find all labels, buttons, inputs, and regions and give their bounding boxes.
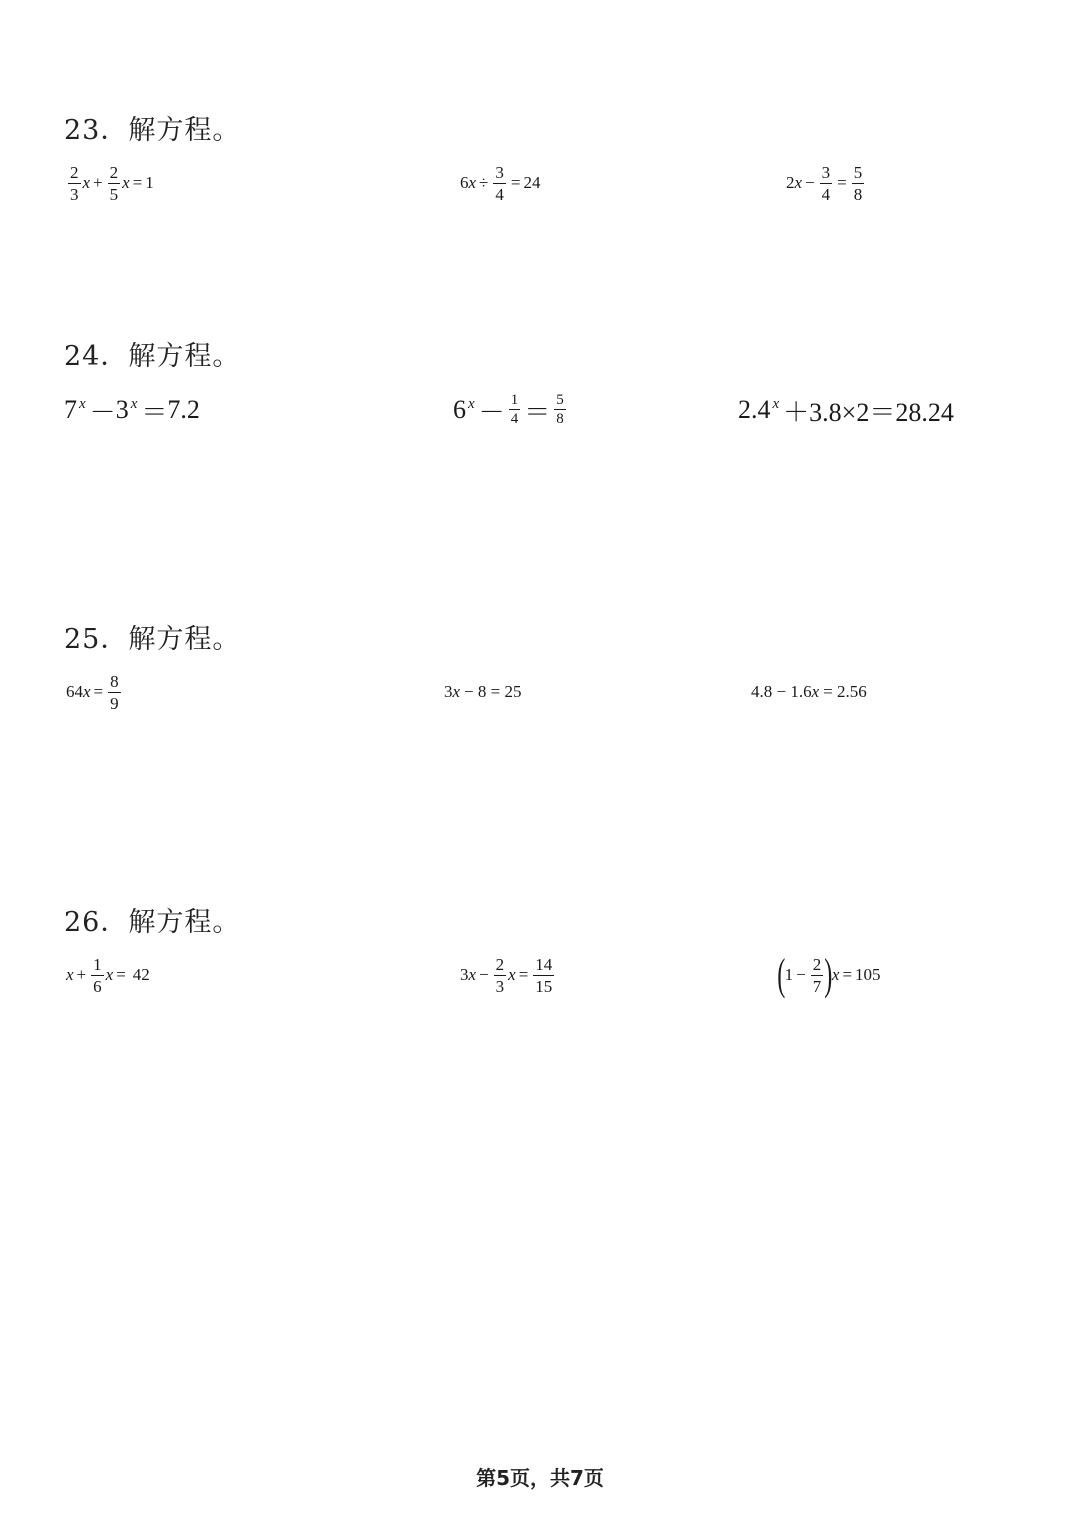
- fraction: $\frac{2}{3}$: [70, 162, 79, 204]
- variable: x: [105, 965, 114, 984]
- fraction: $\frac{3}{4}$: [821, 162, 831, 204]
- equals-sign: ＝: [141, 397, 168, 427]
- fraction: $\frac{14}{15}$: [535, 954, 553, 996]
- variable: x: [468, 395, 475, 412]
- equals-sign: =: [842, 965, 853, 984]
- variable: x: [79, 395, 86, 412]
- variable: x: [83, 682, 91, 701]
- coefficient: 3: [444, 682, 453, 701]
- variable: x: [831, 965, 840, 984]
- equation-rest: = 2.56: [823, 682, 867, 701]
- variable: x: [82, 173, 91, 192]
- left-parenthesis: (: [777, 950, 786, 999]
- operator: −: [796, 965, 806, 984]
- operator: −: [805, 173, 815, 192]
- problem-23-equation-2: [460, 158, 540, 208]
- variable: x: [66, 965, 74, 984]
- variable: x: [811, 682, 820, 701]
- equation-rest: − 8 = 25: [464, 682, 522, 701]
- fraction: $\frac{2}{5}$: [109, 162, 119, 204]
- fraction: $\frac{5}{8}$: [556, 392, 564, 427]
- operator: ÷: [479, 173, 489, 192]
- problem-26-heading: 26．解方程。: [64, 907, 241, 938]
- fraction: $\frac{2}{3}$: [495, 954, 505, 996]
- problem-23-equation-3: [786, 158, 866, 208]
- equals-sign: =: [116, 965, 126, 984]
- constant: 1: [784, 965, 794, 984]
- problem-26-equation-2: [460, 950, 556, 1000]
- right-parenthesis: ): [824, 950, 833, 999]
- problem-24-equation-3: [738, 385, 954, 435]
- problem-26-equation-3: [778, 950, 881, 1000]
- equals-sign: =: [93, 682, 104, 701]
- problem-25-equation-2: [444, 667, 521, 717]
- coefficient: 2: [786, 173, 795, 192]
- equals-sign: =: [837, 173, 847, 192]
- fraction: $\frac{2}{7}$: [812, 954, 822, 996]
- variable: x: [468, 173, 477, 192]
- problem-24-equation-2: [453, 385, 570, 435]
- rhs-value: 105: [855, 965, 881, 984]
- problem-24-equation-1: [64, 385, 200, 435]
- variable: x: [130, 395, 138, 412]
- operator: －: [478, 397, 505, 427]
- problem-25-heading: 25．解方程。: [64, 624, 241, 655]
- operator: －: [89, 397, 116, 427]
- coefficient: 3: [115, 395, 129, 424]
- variable: x: [508, 965, 516, 984]
- operator: −: [479, 965, 489, 984]
- coefficient: 4.8 − 1.6: [751, 682, 812, 701]
- fraction: $\frac{1}{4}$: [510, 392, 519, 427]
- variable: x: [122, 173, 130, 192]
- equation-rest: ＋3.8×2＝28.24: [783, 397, 954, 427]
- page-number-footer: 第5页，共7页: [476, 1466, 604, 1490]
- coefficient: 6: [460, 173, 469, 192]
- rhs-value: 1: [145, 173, 154, 192]
- problem-25-equation-3: [751, 667, 867, 717]
- rhs-value: 7.2: [167, 395, 200, 424]
- problem-23-heading: 23．解方程。: [64, 115, 241, 146]
- problem-23-equation-1: [66, 158, 154, 208]
- variable: x: [772, 395, 780, 412]
- problem-26-equation-1: [66, 950, 150, 1000]
- rhs-value: 42: [132, 965, 150, 984]
- fraction: $\frac{3}{4}$: [495, 162, 504, 204]
- coefficient: 64: [66, 682, 83, 701]
- variable: x: [452, 682, 461, 701]
- equals-sign: ＝: [524, 397, 551, 427]
- equals-sign: =: [132, 173, 143, 192]
- fraction: $\frac{1}{6}$: [93, 954, 102, 996]
- coefficient: 7: [64, 395, 77, 424]
- operator: +: [76, 965, 87, 984]
- fraction: $\frac{8}{9}$: [110, 671, 119, 713]
- fraction: $\frac{5}{8}$: [853, 162, 863, 204]
- variable: x: [794, 173, 803, 192]
- coefficient: 3: [460, 965, 469, 984]
- operator: +: [93, 173, 103, 192]
- equals-sign: =: [510, 173, 521, 192]
- rhs-value: 24: [523, 173, 541, 192]
- problem-24-heading: 24．解方程。: [64, 341, 241, 372]
- equals-sign: =: [518, 965, 529, 984]
- coefficient: 2.4: [738, 395, 771, 424]
- problem-25-equation-1: [66, 667, 123, 717]
- coefficient: 6: [453, 395, 466, 424]
- variable: x: [468, 965, 477, 984]
